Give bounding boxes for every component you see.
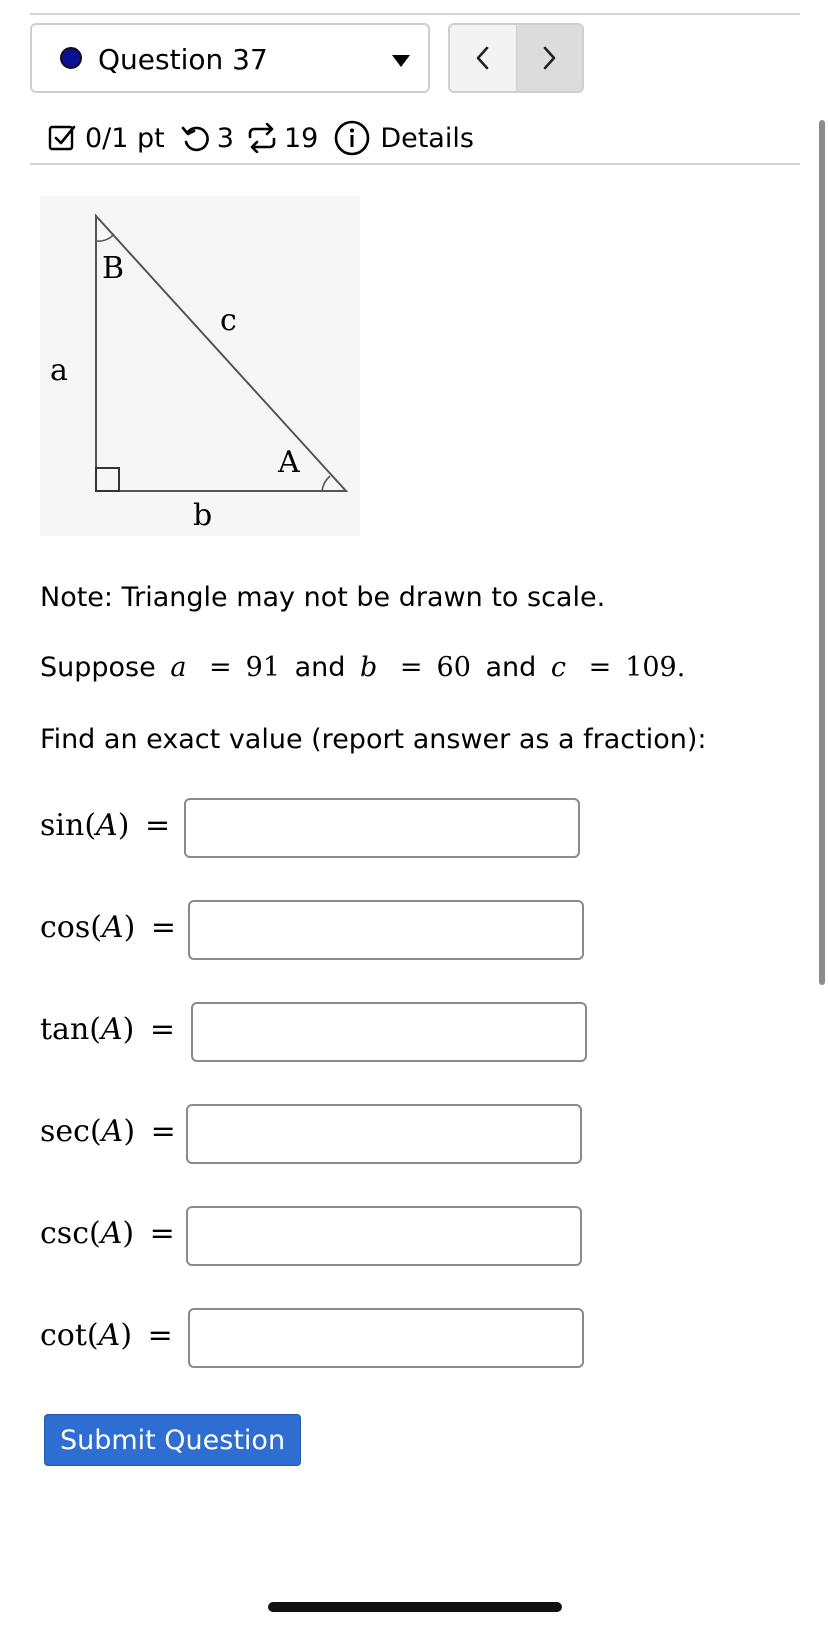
- sec-label: sec(A) =: [40, 1114, 176, 1149]
- chevron-left-icon: [473, 45, 493, 71]
- top-divider: [30, 13, 800, 15]
- var-c: c: [550, 652, 566, 683]
- home-indicator[interactable]: [268, 1602, 562, 1612]
- retry-icon: [179, 123, 211, 153]
- tan-answer-input[interactable]: [191, 1002, 587, 1062]
- angle-b-arc: [96, 234, 114, 241]
- vertex-a-label: A: [278, 445, 300, 480]
- and-word-1: and: [294, 652, 346, 683]
- scrollbar[interactable]: [819, 120, 825, 985]
- sin-label: sin(A) =: [40, 808, 171, 843]
- next-question-button[interactable]: [517, 25, 583, 91]
- value-c: 109.: [625, 652, 686, 683]
- retries-count: 3: [216, 122, 234, 154]
- var-a: a: [170, 652, 187, 683]
- triangle-figure: [40, 196, 360, 536]
- right-angle-marker: [96, 468, 119, 491]
- chevron-right-icon: [539, 45, 559, 71]
- info-icon[interactable]: [334, 120, 370, 156]
- triangle-outline: [96, 216, 346, 491]
- question-status-dot: [60, 47, 82, 69]
- side-c-label: c: [220, 303, 237, 338]
- cot-label: cot(A) =: [40, 1318, 173, 1353]
- header-divider: [30, 163, 800, 165]
- checkbox-score-icon: [47, 123, 77, 153]
- csc-label: csc(A) =: [40, 1216, 175, 1251]
- question-meta: [47, 118, 474, 158]
- details-link[interactable]: Details: [380, 122, 474, 154]
- question-select[interactable]: [30, 23, 430, 93]
- csc-answer-input[interactable]: [186, 1206, 582, 1266]
- triangle-diagram: [40, 196, 360, 536]
- caret-down-icon: [392, 55, 410, 67]
- cos-label: cos(A) =: [40, 910, 177, 945]
- instruction-text: Find an exact value (report answer as a fraction):: [40, 724, 707, 755]
- question-nav: [448, 23, 584, 93]
- and-word-2: and: [485, 652, 537, 683]
- side-a-label: a: [50, 353, 68, 388]
- cot-answer-input[interactable]: [188, 1308, 584, 1368]
- vertex-b-label: B: [102, 251, 125, 286]
- attempts-icon: [246, 123, 278, 153]
- attempts-count: 19: [283, 122, 319, 154]
- tan-label: tan(A) =: [40, 1012, 176, 1047]
- given-values: Suppose a = 91 and b = 60 and c = 109.: [40, 652, 686, 683]
- submit-question-button[interactable]: Submit Question: [44, 1414, 301, 1466]
- note-text: Note: Triangle may not be drawn to scale.: [40, 582, 606, 613]
- side-b-label: b: [193, 498, 213, 533]
- score-text: 0/1 pt: [85, 122, 165, 154]
- given-prefix: Suppose: [40, 652, 156, 683]
- angle-a-arc: [322, 476, 330, 491]
- value-b: 60: [436, 652, 471, 683]
- sec-answer-input[interactable]: [186, 1104, 582, 1164]
- previous-question-button[interactable]: [450, 25, 517, 91]
- var-b: b: [360, 652, 378, 683]
- sin-answer-input[interactable]: [184, 798, 580, 858]
- value-a: 91: [245, 652, 281, 683]
- cos-answer-input[interactable]: [188, 900, 584, 960]
- question-select-label: Question 37: [98, 43, 268, 76]
